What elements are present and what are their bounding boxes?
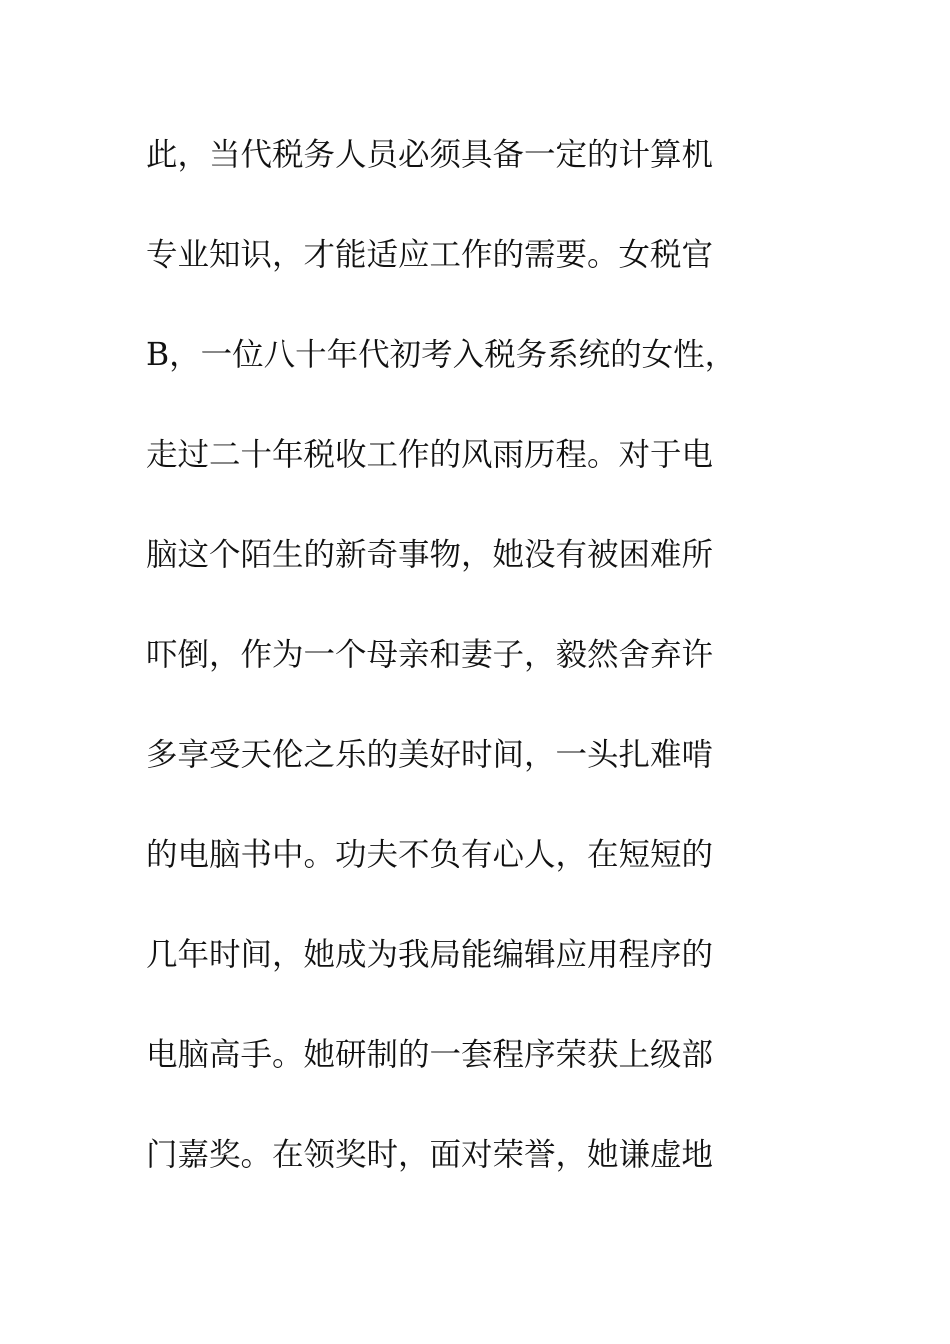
text-line: 此，当代税务人员必须具备一定的计算机	[146, 137, 714, 173]
text-line: 电脑高手。她研制的一套程序荣获上级部	[146, 1037, 714, 1073]
body-text	[146, 126, 786, 1226]
text-line: 专业知识，才能适应工作的需要。女税官	[146, 237, 714, 273]
text-line: 脑这个陌生的新奇事物，她没有被困难所	[146, 537, 714, 573]
text-line: B，一位八十年代初考入税务系统的女性，	[146, 337, 737, 373]
text-line: 几年时间，她成为我局能编辑应用程序的	[146, 937, 714, 973]
text-line: 吓倒，作为一个母亲和妻子，毅然舍弃许	[146, 637, 714, 673]
text-line: 多享受天伦之乐的美好时间，一头扎难啃	[146, 737, 714, 773]
text-line: 走过二十年税收工作的风雨历程。对于电	[146, 437, 714, 473]
text-line: 门嘉奖。在领奖时，面对荣誉，她谦虚地	[146, 1137, 714, 1173]
text-line: 的电脑书中。功夫不负有心人，在短短的	[146, 837, 714, 873]
